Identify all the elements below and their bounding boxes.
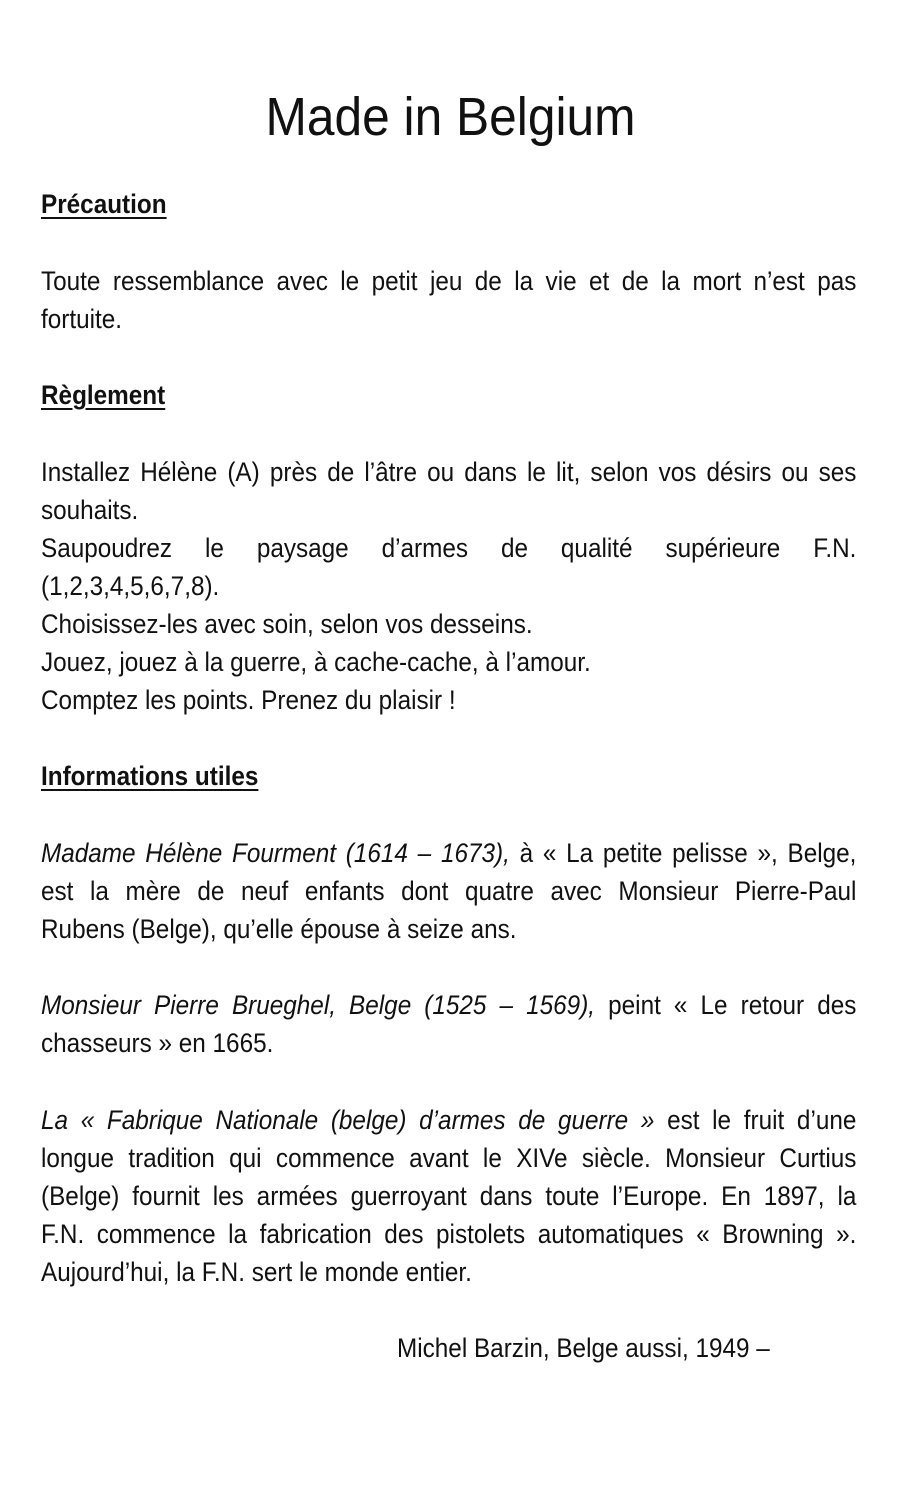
heading-reglement: Règlement bbox=[41, 380, 166, 410]
helene-line: est la mère de neuf enfants dont quatre avec Monsieur Pierre-Paul bbox=[41, 876, 857, 906]
helene-line: Rubens (Belge), qu’elle épouse à seize ans. bbox=[41, 914, 517, 944]
fn-line: (Belge) fournit les armées guerroyant dans toute l’Europe. En 1897, la bbox=[41, 1181, 857, 1211]
reglement-line: Jouez, jouez à la guerre, à cache-cache, à l’amour. bbox=[41, 647, 591, 677]
helene-name-italic: Madame Hélène Fourment (1614 – 1673), bbox=[41, 838, 510, 868]
helene-line1-rest: à « La petite pelisse », Belge, bbox=[509, 838, 857, 868]
brueghel-name-italic: Monsieur Pierre Brueghel, Belge (1525 – 1569), bbox=[41, 990, 596, 1020]
fn-line: F.N. commence la fabrication des pistolets automatiques « Browning ». bbox=[41, 1219, 857, 1249]
precaution-line: Toute ressemblance avec le petit jeu de la vie et de la mort n’est pas bbox=[41, 266, 857, 296]
reglement-line: Choisissez-les avec soin, selon vos desseins. bbox=[41, 609, 533, 639]
fn-line bbox=[41, 1101, 856, 1139]
paragraph-precaution bbox=[41, 262, 856, 338]
signature: Michel Barzin, Belge aussi, 1949 – bbox=[397, 1333, 770, 1363]
fn-line1-rest: est le fruit d’une bbox=[654, 1105, 857, 1135]
reglement-line: Comptez les points. Prenez du plaisir ! bbox=[41, 685, 456, 715]
paragraph-helene-fourment bbox=[41, 834, 856, 948]
brueghel-line bbox=[41, 986, 856, 1024]
helene-line bbox=[41, 834, 856, 872]
paragraph-fabrique-nationale bbox=[41, 1101, 856, 1291]
brueghel-line: chasseurs » en 1665. bbox=[41, 1028, 274, 1058]
precaution-line: fortuite. bbox=[41, 304, 123, 334]
heading-informations-utiles: Informations utiles bbox=[41, 761, 259, 791]
reglement-line: souhaits. bbox=[41, 495, 139, 525]
heading-precaution: Précaution bbox=[41, 189, 167, 219]
reglement-line: Installez Hélène (A) près de l’âtre ou dans le lit, selon vos désirs ou ses bbox=[41, 457, 857, 487]
fn-line: longue tradition qui commence avant le XIVe siècle. Monsieur Curtius bbox=[41, 1143, 857, 1173]
brueghel-line1-rest: peint « Le retour des bbox=[595, 990, 857, 1020]
page-title: Made in Belgium bbox=[265, 87, 636, 147]
fn-name-italic: La « Fabrique Nationale (belge) d’armes de guerre » bbox=[41, 1105, 655, 1135]
fn-line: Aujourd’hui, la F.N. sert le monde entier. bbox=[41, 1257, 472, 1287]
paragraph-reglement bbox=[41, 453, 856, 719]
reglement-line: (1,2,3,4,5,6,7,8). bbox=[41, 571, 220, 601]
reglement-line: Saupoudrez le paysage d’armes de qualité supérieure F.N. bbox=[41, 533, 857, 563]
paragraph-brueghel bbox=[41, 986, 856, 1062]
